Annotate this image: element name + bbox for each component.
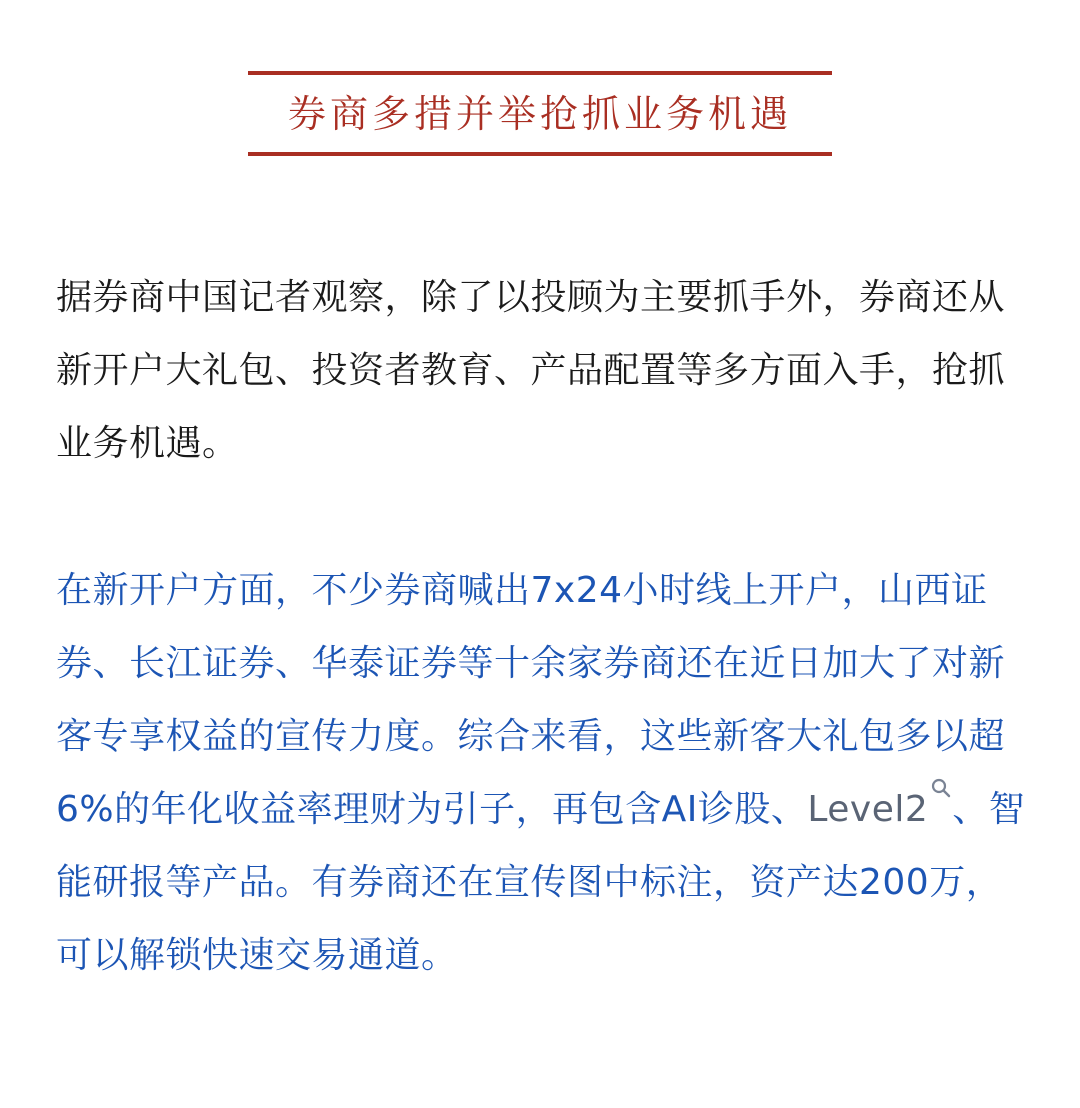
paragraph-text-after-term: 、智能研报等产品。有券商还在宣传图中标注，资产达200万，可以解锁快速交易通道。 [56,789,1026,976]
body-paragraph-intro: 据券商中国记者观察，除了以投顾为主要抓手外，券商还从新开户大礼包、投资者教育、产品配置等多方面入手，抢抓业务机遇。 [56,277,1006,464]
search-icon [930,777,952,799]
body-paragraph-new-accounts [56,554,1028,992]
level2-term-link[interactable] [807,789,952,830]
paragraph-text-before-term: 在新开户方面，不少券商喊出7x24小时线上开户，山西证券、长江证券、华泰证券等十余家券商还在近日加大了对新客专享权益的宣传力度。综合来看，这些新客大礼包多以超6%的年化收益率理财为引子，再包含AI诊股、 [56,570,1006,830]
level2-term-label: Level2 [807,789,929,830]
section-heading-title: 券商多措并举抢抓业务机遇 [287,91,792,136]
section-heading [248,71,832,156]
